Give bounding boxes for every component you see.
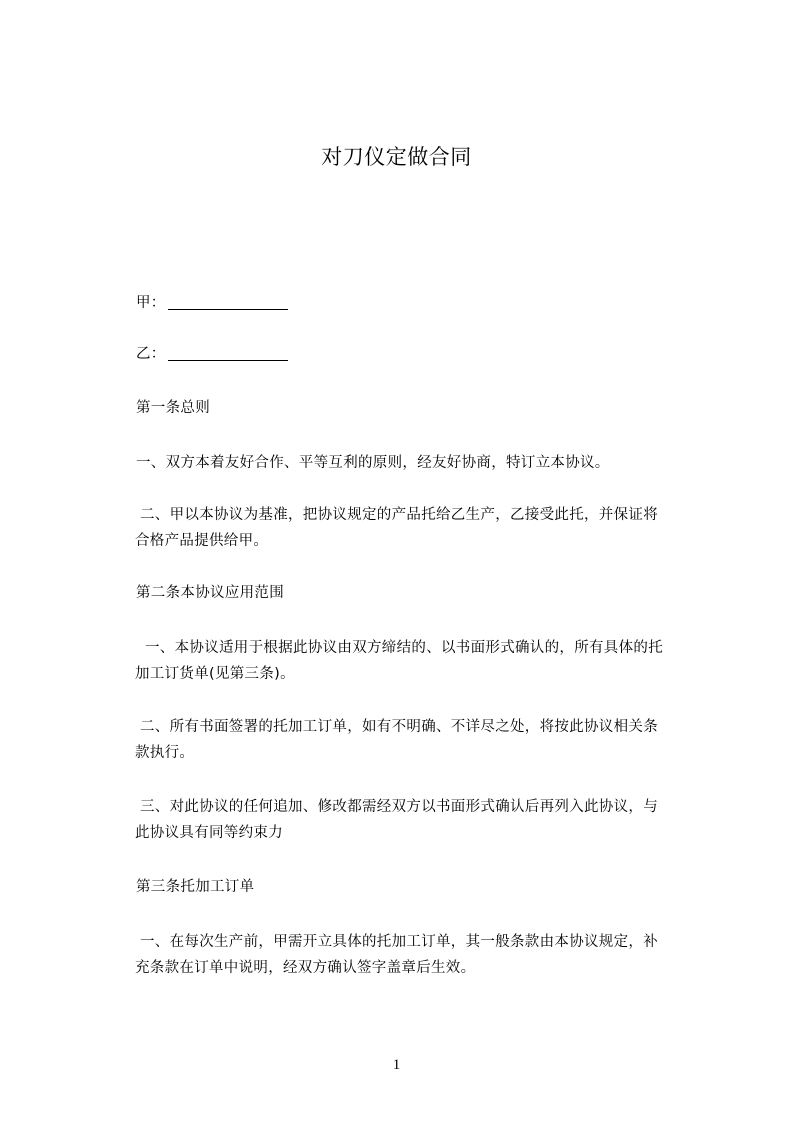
article2-clause2-line2: 款执行。 xyxy=(135,745,195,761)
article1-clause1: 一、双方本着友好合作、平等互利的原则，经友好协商，特订立本协议。 xyxy=(136,455,610,471)
article1-clause2-line1: 二、甲以本协议为基准，把协议规定的产品托给乙生产，乙接受此托，并保证将 xyxy=(140,507,658,523)
article2-clause3-line2: 此协议具有同等约束力 xyxy=(135,825,283,841)
article1-heading: 第一条总则 xyxy=(136,400,210,416)
party-a-blank-line xyxy=(168,293,288,310)
article3-clause1-line2: 充条款在订单中说明，经双方确认签字盖章后生效。 xyxy=(135,960,476,976)
page-number: 1 xyxy=(392,1057,401,1073)
article3-clause1-line1: 一、在每次生产前，甲需开立具体的托加工订单，其一般条款由本协议规定，补 xyxy=(140,934,658,950)
article3-clause1 xyxy=(136,929,706,981)
article2-clause3-line1: 三、对此协议的任何追加、修改都需经双方以书面形式确认后再列入此协议，与 xyxy=(140,799,658,815)
article2-clause2 xyxy=(136,714,706,766)
article2-clause3 xyxy=(136,794,706,846)
party-b-field xyxy=(136,341,706,367)
party-b-blank-line xyxy=(168,344,288,361)
article2-clause1-line1: 一、本协议适用于根据此协议由双方缔结的、以书面形式确认的，所有具体的托 xyxy=(145,640,663,656)
article2-clause2-line1: 二、所有书面签署的托加工订单，如有不明确、不详尽之处，将按此协议相关条 xyxy=(140,719,658,735)
article2-clause1-line2: 加工订货单(见第三条)。 xyxy=(135,666,295,682)
party-a-field xyxy=(136,290,706,316)
party-b-label: 乙： xyxy=(136,346,166,362)
article2-heading: 第二条本协议应用范围 xyxy=(136,585,284,601)
article1-clause2-line2: 合格产品提供给甲。 xyxy=(135,533,269,549)
party-a-label: 甲： xyxy=(136,295,166,311)
document-title: 对刀仪定做合同 xyxy=(321,145,472,169)
article2-clause1 xyxy=(136,635,706,687)
article3-heading: 第三条托加工订单 xyxy=(136,879,255,895)
article1-clause2 xyxy=(136,502,706,554)
